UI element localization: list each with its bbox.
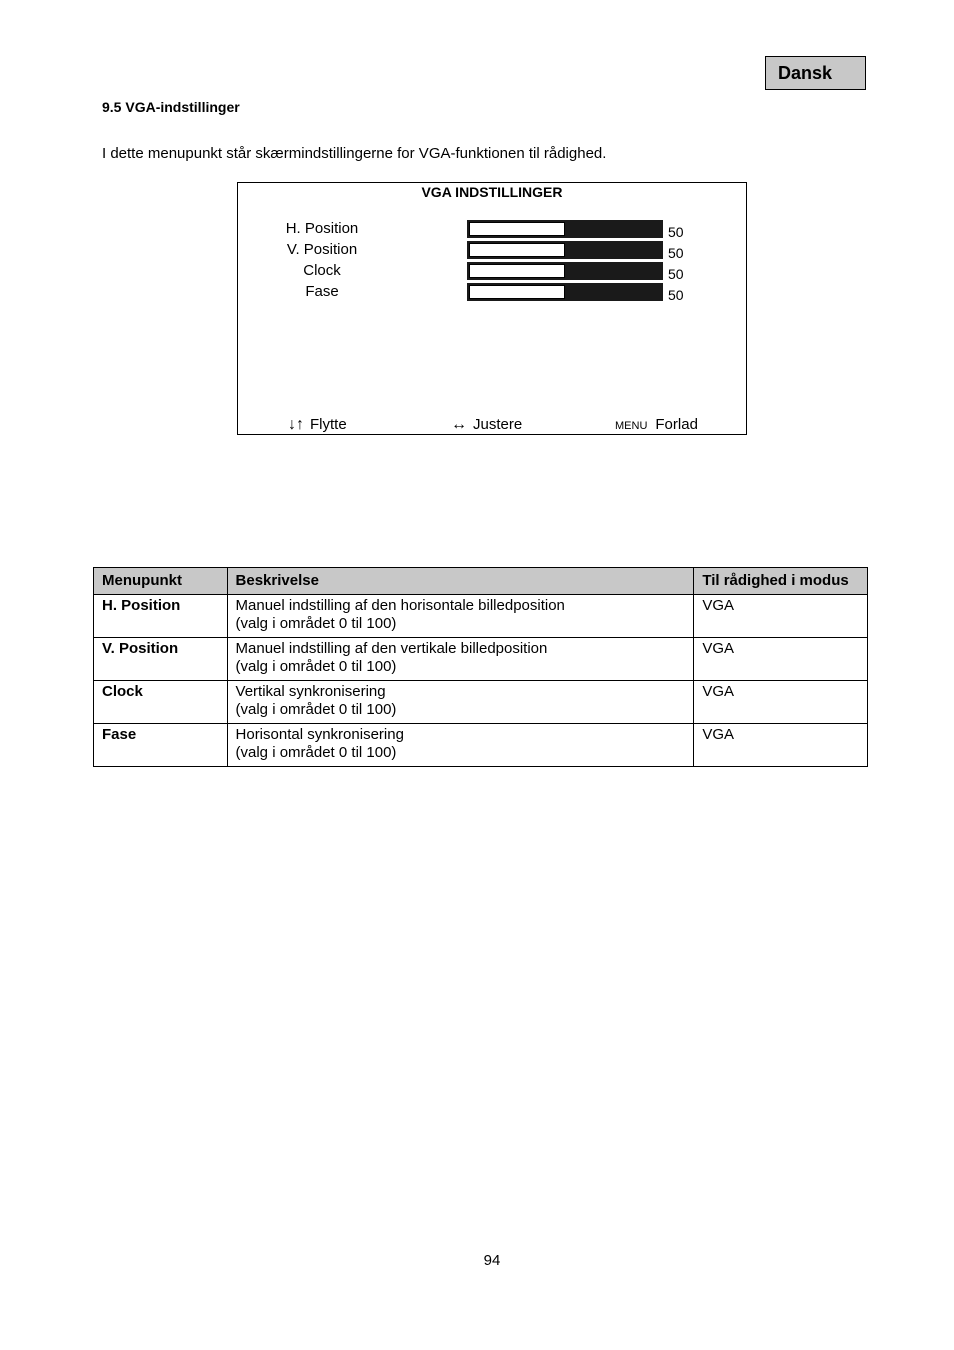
slider-fill (469, 243, 565, 257)
slider-fill (469, 222, 565, 236)
up-down-arrows-icon: ↓↑ (288, 416, 304, 433)
item-cell: Fase (94, 724, 228, 767)
osd-value: 50 (668, 266, 684, 282)
description-cell: Vertikal synkronisering (valg i området 0 til 100) (227, 681, 694, 724)
move-label: Flytte (310, 416, 347, 433)
mode-cell: VGA (694, 724, 868, 767)
item-cell: Clock (94, 681, 228, 724)
osd-row-clock (238, 262, 746, 282)
table-row (94, 681, 868, 724)
mode-cell: VGA (694, 681, 868, 724)
osd-hint-move (288, 416, 347, 434)
mode-cell: VGA (694, 595, 868, 638)
table-row (94, 638, 868, 681)
header-modus: Til rådighed i modus (694, 568, 868, 595)
left-right-arrow-icon: ↔ (451, 416, 467, 433)
description-cell: Manuel indstilling af den horisontale billedposition (valg i området 0 til 100) (227, 595, 694, 638)
mode-cell: VGA (694, 638, 868, 681)
osd-title: VGA INDSTILLINGER (421, 184, 563, 200)
osd-value: 50 (668, 245, 684, 261)
adjust-label: Justere (473, 416, 523, 433)
header-menupunkt: Menupunkt (94, 568, 228, 595)
osd-value: 50 (668, 224, 684, 240)
fase-slider[interactable] (467, 283, 663, 301)
item-cell: V. Position (94, 638, 228, 681)
settings-table (93, 567, 868, 767)
slider-fill (469, 285, 565, 299)
description-cell: Horisontal synkronisering (valg i området 0 til 100) (227, 724, 694, 767)
osd-label: H. Position (285, 220, 359, 237)
h-position-slider[interactable] (467, 220, 663, 238)
page-number: 94 (483, 1252, 501, 1269)
osd-row-fase (238, 283, 746, 303)
table-row (94, 595, 868, 638)
language-tab: Dansk (765, 56, 866, 90)
osd-menu-panel (237, 182, 747, 435)
intro-paragraph: I dette menupunkt står skærmindstillingerne for VGA-funktionen til rådighed. (102, 145, 607, 162)
description-cell: Manuel indstilling af den vertikale billedposition (valg i området 0 til 100) (227, 638, 694, 681)
osd-label: V. Position (286, 241, 358, 258)
osd-label: Fase (305, 283, 339, 300)
osd-label: Clock (303, 262, 341, 279)
osd-row-v-position (238, 241, 746, 261)
section-heading: 9.5 VGA-indstillinger (102, 99, 240, 115)
exit-label: Forlad (655, 416, 698, 433)
table-row (94, 724, 868, 767)
menu-key-label: MENU (615, 420, 648, 432)
item-cell: H. Position (94, 595, 228, 638)
osd-hint-adjust (451, 416, 522, 434)
clock-slider[interactable] (467, 262, 663, 280)
table-header-row (94, 568, 868, 595)
osd-value: 50 (668, 287, 684, 303)
osd-hint-exit (615, 416, 698, 435)
header-beskrivelse: Beskrivelse (227, 568, 694, 595)
v-position-slider[interactable] (467, 241, 663, 259)
slider-fill (469, 264, 565, 278)
osd-row-h-position (238, 220, 746, 240)
